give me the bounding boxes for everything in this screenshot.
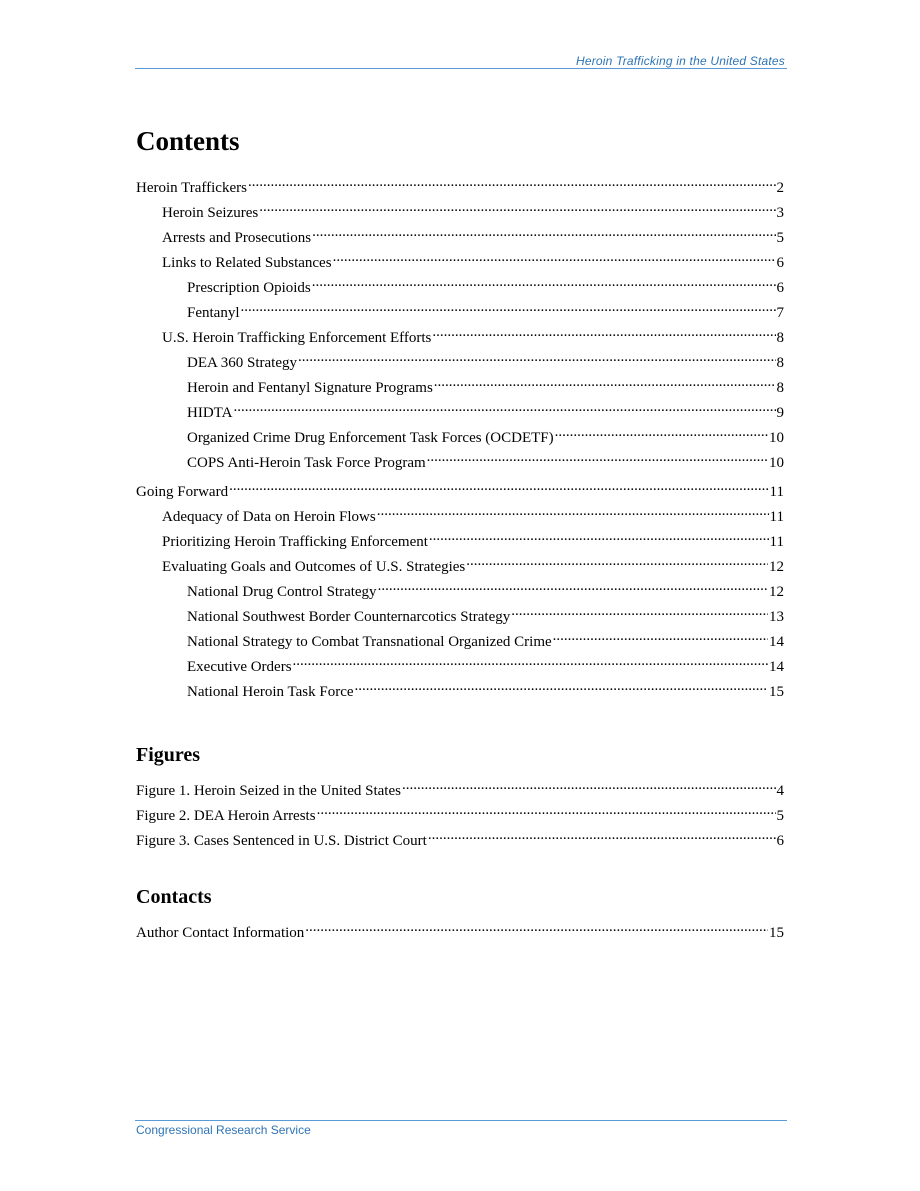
- contents-entry-page-number: 2: [776, 180, 784, 196]
- figures-entry-label: Figure 3. Cases Sentenced in U.S. District Court: [136, 833, 427, 849]
- contents-entry-label: Heroin Seizures: [162, 205, 259, 221]
- contents-entry-page-number: 6: [776, 255, 784, 271]
- contents-entry-page-number: 12: [769, 584, 784, 600]
- contents-entry-page-number: 13: [769, 609, 784, 625]
- figures-entry[interactable]: [136, 776, 784, 801]
- contents-entry-label: Prioritizing Heroin Trafficking Enforcement: [162, 534, 428, 550]
- running-header-title: Heroin Trafficking in the United States: [575, 54, 785, 68]
- contents-entry-label: Heroin Traffickers: [136, 180, 247, 196]
- contents-entry[interactable]: [136, 248, 784, 273]
- contents-entry-label: Heroin and Fentanyl Signature Programs: [187, 380, 433, 396]
- footer-publisher: Congressional Research Service: [136, 1123, 311, 1137]
- contents-entry[interactable]: [136, 273, 784, 298]
- contents-entry-label: DEA 360 Strategy: [187, 355, 297, 371]
- contents-entry[interactable]: [136, 652, 784, 677]
- dot-leader: [377, 502, 769, 521]
- dot-leader: [355, 677, 768, 696]
- figures-entry-label: Figure 1. Heroin Seized in the United States: [136, 783, 401, 799]
- contacts-entry-page-number: 15: [769, 925, 784, 941]
- contents-entry[interactable]: [136, 323, 784, 348]
- contents-entry[interactable]: [136, 502, 784, 527]
- contents-entry-label: National Drug Control Strategy: [187, 584, 377, 600]
- contacts-heading: Contacts: [136, 886, 212, 908]
- dot-leader: [434, 373, 776, 392]
- contents-entry-label: National Heroin Task Force: [187, 684, 354, 700]
- contents-entry[interactable]: [136, 373, 784, 398]
- contents-entry[interactable]: [136, 448, 784, 473]
- dot-leader: [241, 298, 776, 317]
- contents-entry-page-number: 8: [776, 330, 784, 346]
- contents-entry[interactable]: [136, 552, 784, 577]
- contents-entry-page-number: 12: [769, 559, 784, 575]
- dot-leader: [429, 527, 769, 546]
- dot-leader: [427, 448, 768, 467]
- dot-leader: [428, 826, 776, 845]
- contents-entry-label: Arrests and Prosecutions: [162, 230, 312, 246]
- contents-entry-page-number: 10: [769, 455, 784, 471]
- figures-entry-page-number: 6: [776, 833, 784, 849]
- contents-entry-page-number: 11: [769, 534, 784, 550]
- contents-entry-page-number: 14: [769, 659, 784, 675]
- dot-leader: [298, 348, 776, 367]
- figures-entry-page-number: 4: [776, 783, 784, 799]
- figures-entry-label: Figure 2. DEA Heroin Arrests: [136, 808, 316, 824]
- contents-entry-page-number: 6: [776, 280, 784, 296]
- contents-entry-page-number: 10: [769, 430, 784, 446]
- dot-leader: [248, 173, 776, 192]
- dot-leader: [402, 776, 776, 795]
- contacts-section: [136, 884, 784, 943]
- dot-leader: [229, 477, 768, 496]
- dot-leader: [312, 273, 776, 292]
- contents-entry-label: Adequacy of Data on Heroin Flows: [162, 509, 376, 525]
- dot-leader: [312, 223, 775, 242]
- figures-entry-page-number: 5: [776, 808, 784, 824]
- figures-section: [136, 742, 784, 851]
- contents-entry-label: National Strategy to Combat Transnational Organized Crime: [187, 634, 552, 650]
- contents-entry-page-number: 9: [776, 405, 784, 421]
- contents-entry-label: COPS Anti-Heroin Task Force Program: [187, 455, 426, 471]
- header-divider: [135, 68, 787, 69]
- contents-entry-label: Organized Crime Drug Enforcement Task Forces (OCDETF): [187, 430, 554, 446]
- contents-entry-page-number: 7: [776, 305, 784, 321]
- contents-entry[interactable]: [136, 348, 784, 373]
- footer-divider: [135, 1120, 787, 1121]
- contents-entry[interactable]: [136, 223, 784, 248]
- contents-entry-label: Prescription Opioids: [187, 280, 311, 296]
- contents-entry[interactable]: [136, 298, 784, 323]
- contents-entry-label: Links to Related Substances: [162, 255, 332, 271]
- contents-entry[interactable]: [136, 423, 784, 448]
- contents-entry[interactable]: [136, 602, 784, 627]
- figures-list: [136, 776, 784, 851]
- dot-leader: [511, 602, 768, 621]
- dot-leader: [317, 801, 776, 820]
- contents-entry-label: HIDTA: [187, 405, 233, 421]
- contents-entry[interactable]: [136, 577, 784, 602]
- contents-entry-page-number: 5: [776, 230, 784, 246]
- contents-entry-page-number: 8: [776, 355, 784, 371]
- contacts-entry[interactable]: [136, 918, 784, 943]
- dot-leader: [305, 918, 768, 937]
- contents-entry-label: Going Forward: [136, 484, 229, 500]
- contacts-list: [136, 918, 784, 943]
- contents-entry-page-number: 11: [769, 509, 784, 525]
- contents-entry-label: U.S. Heroin Trafficking Enforcement Efforts: [162, 330, 432, 346]
- table-of-contents: [136, 124, 784, 943]
- dot-leader: [233, 398, 775, 417]
- dot-leader: [378, 577, 768, 596]
- contacts-entry-label: Author Contact Information: [136, 925, 305, 941]
- contents-entry-label: National Southwest Border Counternarcotics Strategy: [187, 609, 511, 625]
- contents-entry-page-number: 15: [769, 684, 784, 700]
- contents-entry-page-number: 11: [769, 484, 784, 500]
- dot-leader: [259, 198, 775, 217]
- contents-entry[interactable]: [136, 398, 784, 423]
- contents-entry[interactable]: [136, 173, 784, 198]
- dot-leader: [293, 652, 768, 671]
- contents-entry-page-number: 8: [776, 380, 784, 396]
- dot-leader: [555, 423, 768, 442]
- contents-entry[interactable]: [136, 627, 784, 652]
- dot-leader: [333, 248, 776, 267]
- contents-entry-label: Executive Orders: [187, 659, 292, 675]
- contents-entry[interactable]: [136, 677, 784, 702]
- contents-entry-page-number: 14: [769, 634, 784, 650]
- contents-entry[interactable]: [136, 198, 784, 223]
- contents-heading: Contents: [136, 126, 240, 156]
- dot-leader: [432, 323, 775, 342]
- figures-entry[interactable]: [136, 826, 784, 851]
- figures-entry[interactable]: [136, 801, 784, 826]
- contents-entry[interactable]: [136, 477, 784, 502]
- figures-heading: Figures: [136, 744, 201, 766]
- dot-leader: [466, 552, 768, 571]
- contents-list: [136, 173, 784, 702]
- contents-entry-label: Fentanyl: [187, 305, 240, 321]
- dot-leader: [553, 627, 768, 646]
- contents-entry-label: Evaluating Goals and Outcomes of U.S. Strategies: [162, 559, 466, 575]
- contents-entry-page-number: 3: [776, 205, 784, 221]
- contents-entry[interactable]: [136, 527, 784, 552]
